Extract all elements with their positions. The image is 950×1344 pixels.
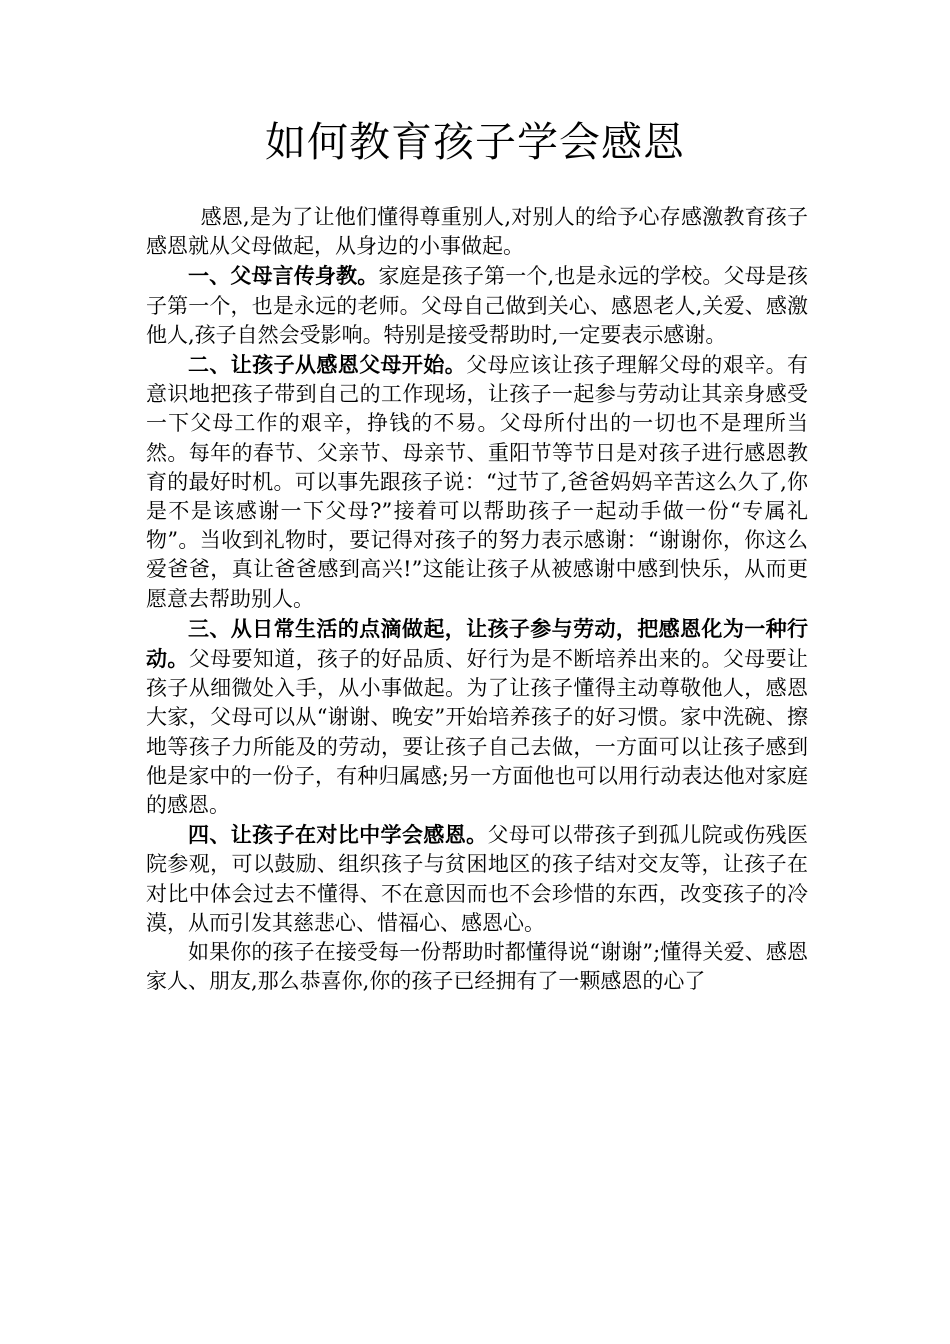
paragraph-text: 如果你的孩子在接受每一份帮助时都懂得说“谢谢”;懂得关爱、感恩家人、朋友,那么恭喜你,你的孩子已经拥有了一颗感恩的心了 [146,940,808,994]
paragraph-text: 父母要知道，孩子的好品质、好行为是不断培养出来的。父母要让孩子从细微处入手，从小事做起。为了让孩子懂得主动尊敬他人，感恩大家，父母可以从“谢谢、晚安”开始培养孩子的好习惯。家中洗碗、擦地等孩子力所能及的劳动，要让孩子自己去做，一方面可以让孩子感到他是家中的一份子，有种归属感;另一方面他也可以用行动表达他对家庭的感恩。 [146,647,808,818]
paragraph-text: 父母可以带孩子到孤儿院或伤残医院参观，可以鼓励、组织孩子与贫困地区的孩子结对交友等，让孩子在对比中体会过去不懂得、不在意因而也不会珍惜的东西，改变孩子的冷漠，从而引发其慈悲心、惜福心、感恩心。 [146,823,808,935]
paragraph-section-4 [146,820,808,938]
paragraph-text: 感恩,是为了让他们懂得尊重别人,对别人的给予心存感激教育孩子感恩就从父母做起，从身边的小事做起。 [146,205,808,259]
section-heading: 四、让孩子在对比中学会感恩。 [188,822,488,848]
paragraph-section-3 [146,614,808,820]
document-body [146,203,808,996]
section-heading: 一、父母言传身教。 [188,263,379,289]
page-title: 如何教育孩子学会感恩 [265,118,685,166]
paragraph-section-2 [146,350,808,614]
paragraph-intro [146,203,808,261]
paragraph-text: 家庭是孩子第一个,也是永远的学校。父母是孩子第一个，也是永远的老师。父母自己做到关心、感恩老人,关爱、感激他人,孩子自然会受影响。特别是接受帮助时,一定要表示感谢。 [146,264,808,347]
section-heading: 二、让孩子从感恩父母开始。 [188,352,467,378]
section-heading: 三、从日常生活的点滴做起，让孩子参与劳动，把感恩化为一种行动。 [146,615,808,672]
paragraph-section-1 [146,261,808,350]
paragraph-conclusion [146,938,808,996]
paragraph-text: 父母应该让孩子理解父母的艰辛。有意识地把孩子带到自己的工作现场，让孩子一起参与劳动让其亲身感受一下父母工作的艰辛，挣钱的不易。父母所付出的一切也不是理所当然。每年的春节、父亲节、母亲节、重阳节等节日是对孩子进行感恩教育的最好时机。可以事先跟孩子说：“过节了,爸爸妈妈辛苦这么久了,你是不是该感谢一下父母?”接着可以帮助孩子一起动手做一份“专属礼物”。当收到礼物时，要记得对孩子的努力表示感谢：“谢谢你，你这么爱爸爸，真让爸爸感到高兴!”这能让孩子从被感谢中感到快乐，从而更愿意去帮助别人。 [146,353,809,611]
